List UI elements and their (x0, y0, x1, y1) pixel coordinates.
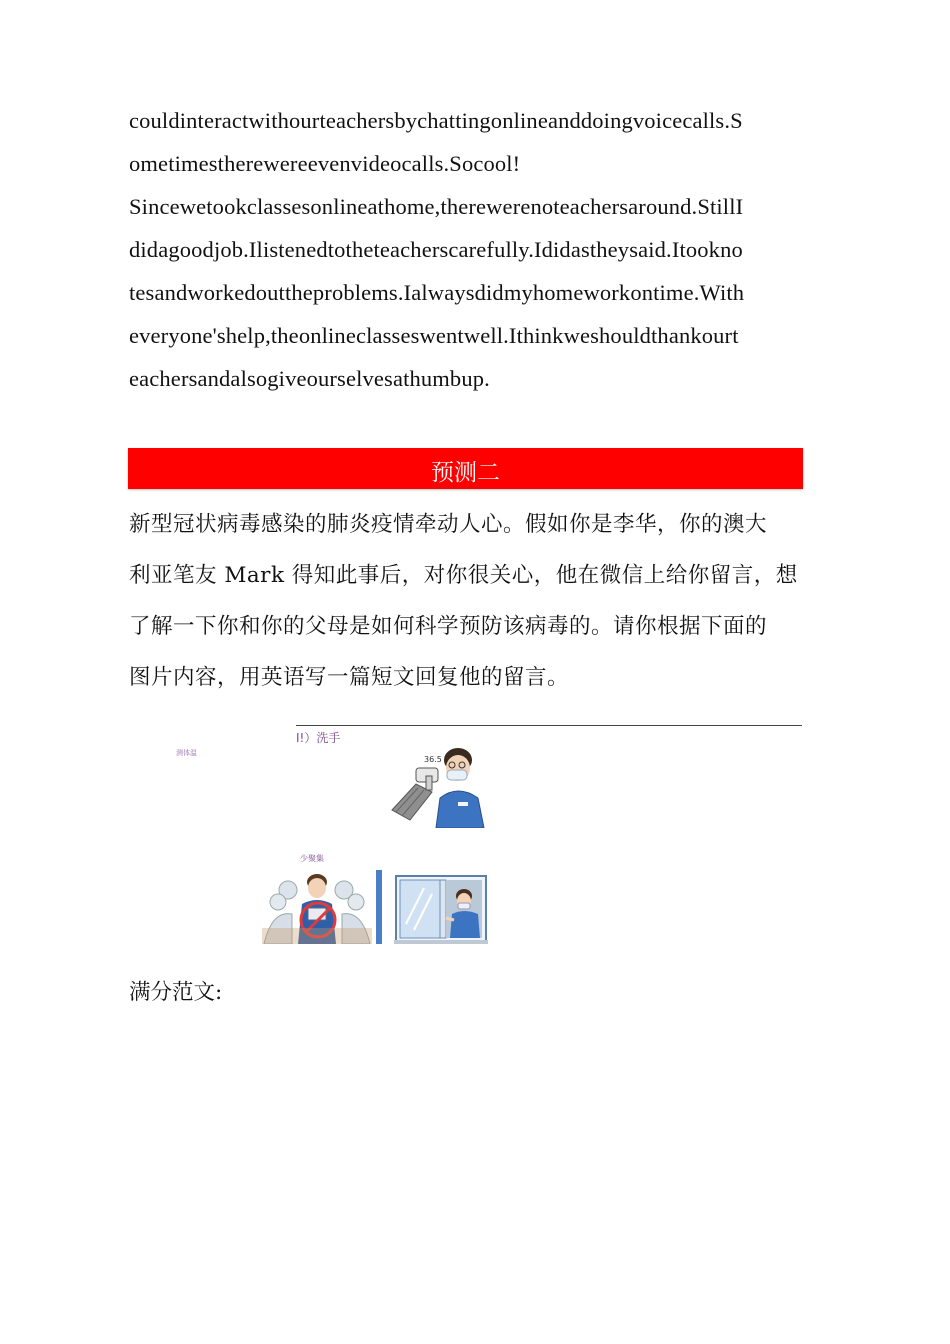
temperature-check-illustration (388, 740, 488, 828)
model-essay-label: 满分范文: (129, 980, 223, 1005)
essay-line-1: couldinteractwithourteachersbychattingonlineanddoingvoicecalls.S (129, 108, 743, 133)
prompt-line-2: 利亚笔友 Mark 得知此事后，对你很关心，他在微信上给你留言，想 (129, 563, 798, 588)
caption-bottom-small: 少聚集 (300, 854, 324, 863)
prompt-line-3: 了解一下你和你的父母是如何科学预防该病毒的。请你根据下面的 (129, 614, 768, 639)
essay-line-2: ometimestherewereevenvideocalls.Socool! (129, 151, 521, 176)
essay-line-3: Sincewetookclassesonlineathome,therewerenoteachersaround.StillI (129, 194, 744, 219)
section-banner (128, 448, 803, 489)
section-title: 预测二 (431, 460, 500, 486)
essay-line-5: tesandworkedouttheproblems.Ialwaysdidmyhomeworkontime.With (129, 280, 745, 305)
prompt-line-1: 新型冠状病毒感染的肺炎疫情牵动人心。假如你是李华，你的澳大 (129, 512, 768, 537)
image-top-rule (296, 725, 802, 726)
svg-text:36.5: 36.5 (424, 755, 442, 764)
essay-line-6: everyone'shelp,theonlineclasseswentwell.Ithinkweshouldthankourt (129, 323, 739, 348)
prompt-line-4: 图片内容，用英语写一篇短文回复他的留言。 (129, 665, 570, 690)
caption-left-small: 测体温 (176, 749, 197, 757)
essay-line-7: eachersandalsogiveourselvesathumbup. (129, 366, 490, 391)
ventilation-illustration (394, 874, 488, 944)
essay-line-4: didagoodjob.Ilistenedtotheteacherscarefully.Ididastheysaid.Itookno (129, 237, 743, 262)
caption-handwash: I!）洗手 (296, 731, 341, 745)
image-divider (376, 870, 382, 944)
avoid-gathering-illustration (262, 868, 372, 944)
